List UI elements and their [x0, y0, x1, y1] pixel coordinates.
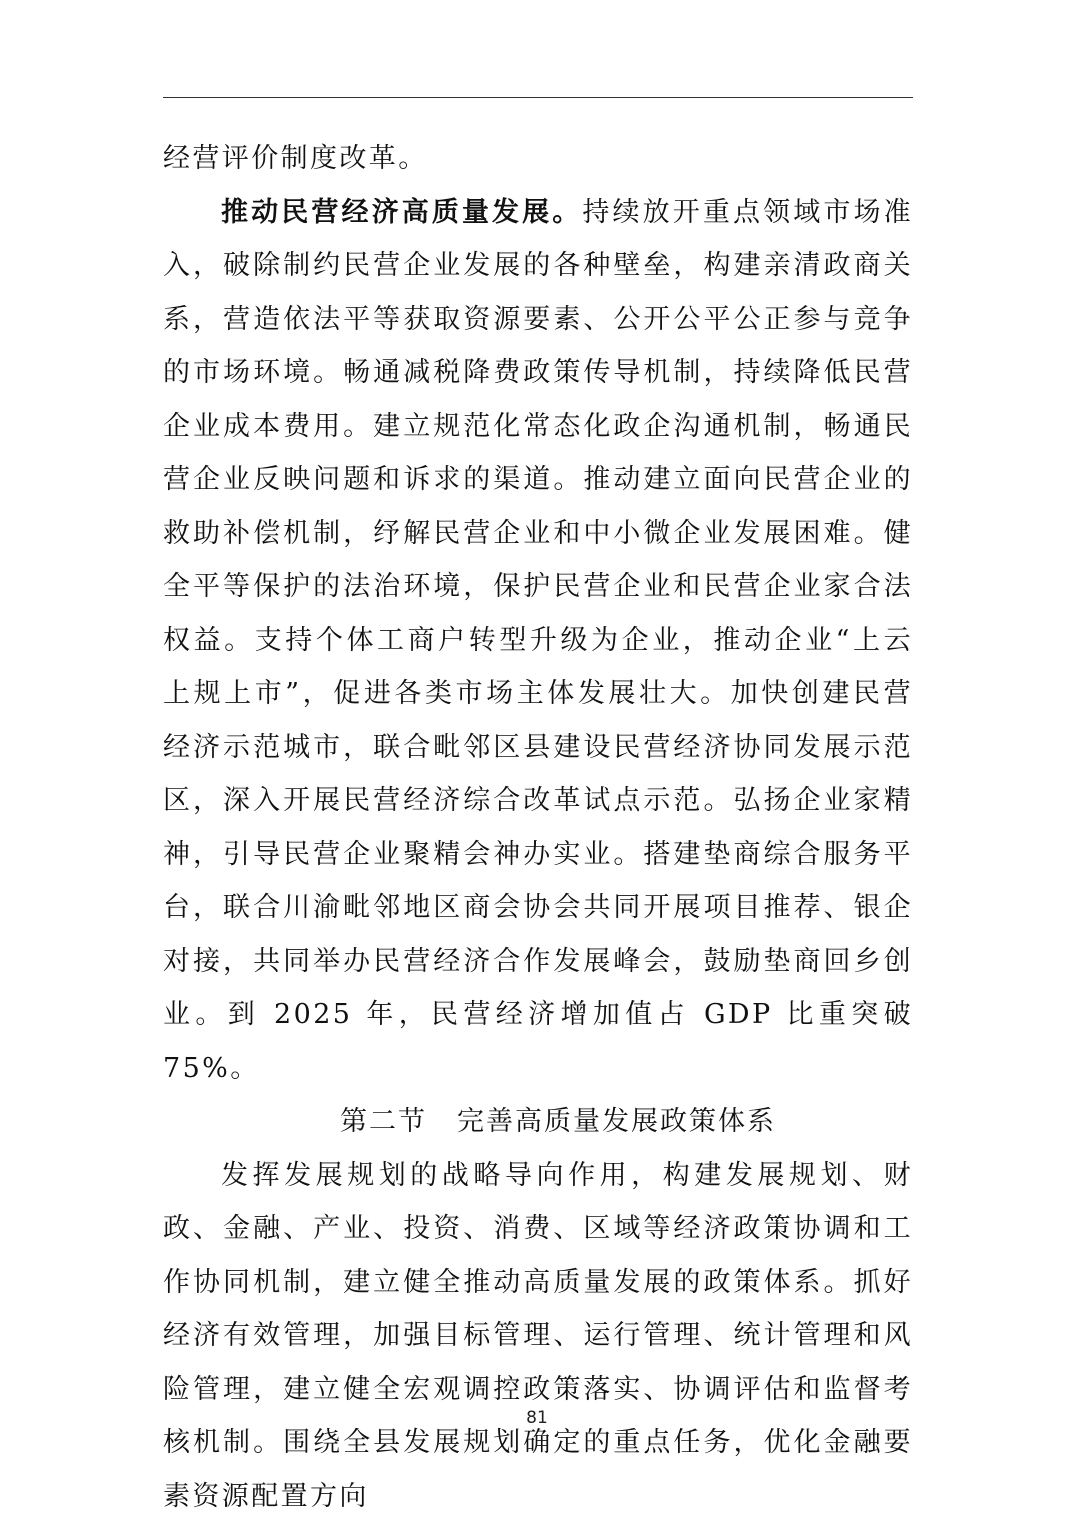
section-heading: [163, 1095, 913, 1149]
paragraph-private-economy: [163, 186, 913, 1096]
section-title: 完善高质量发展政策体系: [457, 1106, 776, 1137]
page-number: 81: [0, 1408, 1074, 1428]
header-rule: [163, 97, 913, 98]
paragraph-continuation: [163, 132, 913, 186]
paragraph-text: 持续放开重点领域市场准入，破除制约民营企业发展的各种壁垒，构建亲清政商关系，营造依法平等获取资源要素、公开公平公正参与竞争的市场环境。畅通减税降费政策传导机制，持续降低民营企业成本费用。建立规范化常态化政企沟通机制，畅通民营企业反映问题和诉求的渠道。推动建立面向民营企业的救助补偿机制，纾解民营企业和中小微企业发展困难。健全平等保护的法治环境，保护民营企业和民营企业家合法权益。支持个体工商户转型升级为企业，推动企业“上云上规上市”，促进各类市场主体发展壮大。加快创建民营经济示范城市，联合毗邻区县建设民营经济协同发展示范区，深入开展民营经济综合改革试点示范。弘扬企业家精神，引导民营企业聚精会神办实业。搭建垫商综合服务平台，联合川渝毗邻地区商会协会共同开展项目推荐、银企对接，共同举办民营经济合作发展峰会，鼓励垫商回乡创业。到 2025 年，民营经济增加值占 GDP 比重突破 75%。: [163, 197, 913, 1084]
paragraph-text: 经营评价制度改革。: [163, 143, 428, 174]
paragraph-policy-system: [163, 1149, 913, 1523]
document-body: [163, 132, 913, 1523]
paragraph-text: 发挥发展规划的战略导向作用，构建发展规划、财政、金融、产业、投资、消费、区域等经济政策协调和工作协同机制，建立健全推动高质量发展的政策体系。抓好经济有效管理，加强目标管理、运行管理、统计管理和风险管理，建立健全宏观调控政策落实、协调评估和监督考核机制。围绕全县发展规划确定的重点任务，优化金融要素资源配置方向: [163, 1160, 913, 1512]
paragraph-lead-heading: 推动民营经济高质量发展。: [221, 197, 582, 228]
section-number: 第二节: [340, 1106, 427, 1137]
